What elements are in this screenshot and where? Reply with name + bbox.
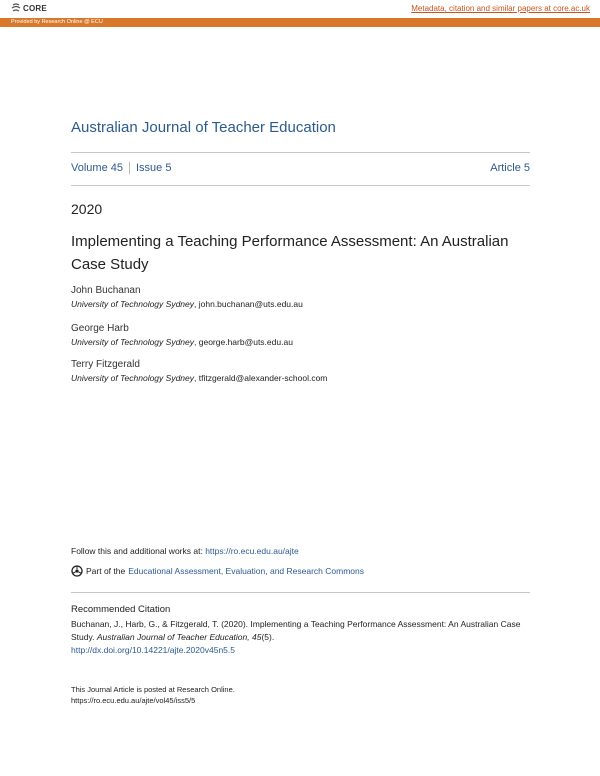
author-affiliation: University of Technology Sydney, tfitzgerald@alexander-school.com — [71, 373, 328, 383]
follow-text: Follow this and additional works at: — [71, 546, 206, 556]
core-logo-icon — [11, 3, 21, 14]
divider-citation — [71, 592, 530, 593]
article-link[interactable]: Article 5 — [490, 162, 530, 174]
author-affiliation: University of Technology Sydney, george.harb@uts.edu.au — [71, 337, 293, 347]
commons-link[interactable]: Educational Assessment, Evaluation, and Research Commons — [128, 566, 364, 576]
volume-link[interactable]: Volume 45 — [71, 162, 123, 174]
citation-post: (5). — [261, 632, 275, 642]
part-of-line — [71, 565, 364, 577]
author-name: John Buchanan — [71, 285, 141, 296]
posted-url[interactable]: https://ro.ecu.edu.au/ajte/vol45/iss5/5 — [71, 696, 196, 705]
posted-line-1: This Journal Article is posted at Research Online. — [71, 685, 235, 694]
divider-bottom — [71, 185, 530, 186]
issue-link[interactable]: Issue 5 — [135, 162, 172, 174]
volume-row — [71, 162, 530, 174]
affiliation-name: University of Technology Sydney — [71, 299, 195, 309]
author-email: john.buchanan@uts.edu.au — [198, 299, 303, 309]
volume-separator — [129, 162, 130, 174]
posted-info — [71, 684, 235, 706]
core-logo[interactable] — [11, 3, 47, 14]
core-header-bar — [0, 0, 600, 18]
provided-by-text[interactable]: Provided by Research Online @ ECU — [11, 19, 103, 25]
author-name: George Harb — [71, 323, 129, 334]
core-logo-text: CORE — [23, 4, 47, 13]
divider-top — [71, 152, 530, 153]
follow-line — [71, 546, 299, 556]
author-email: george.harb@uts.edu.au — [198, 337, 293, 347]
citation-journal: Australian Journal of Teacher Education, 45 — [96, 632, 262, 642]
recommended-citation-heading: Recommended Citation — [71, 604, 171, 615]
paper-title: Implementing a Teaching Performance Assessment: An Australian Case Study — [71, 233, 509, 273]
journal-name-link[interactable]: Australian Journal of Teacher Education — [71, 119, 336, 136]
doi-link[interactable]: http://dx.doi.org/10.14221/ajte.2020v45n5.5 — [71, 645, 235, 655]
citation-pre: Buchanan, J., Harb, G., & Fitzgerald, T. (2020). Implementing a Teaching Performance Assessment: An Australian Case Study. — [71, 619, 521, 642]
author-name: Terry Fitzgerald — [71, 359, 140, 370]
follow-url-link[interactable]: https://ro.ecu.edu.au/ajte — [205, 546, 299, 556]
citation-text — [71, 618, 530, 657]
affiliation-name: University of Technology Sydney — [71, 373, 195, 383]
publication-year: 2020 — [71, 201, 103, 217]
author-affiliation: University of Technology Sydney, john.buchanan@uts.edu.au — [71, 299, 303, 309]
network-icon — [71, 565, 83, 577]
core-metadata-link[interactable]: Metadata, citation and similar papers at core.ac.uk — [411, 4, 590, 13]
author-email: tfitzgerald@alexander-school.com — [198, 373, 328, 383]
affiliation-name: University of Technology Sydney — [71, 337, 195, 347]
part-of-text: Part of the — [86, 566, 126, 576]
provider-bar — [0, 18, 600, 27]
